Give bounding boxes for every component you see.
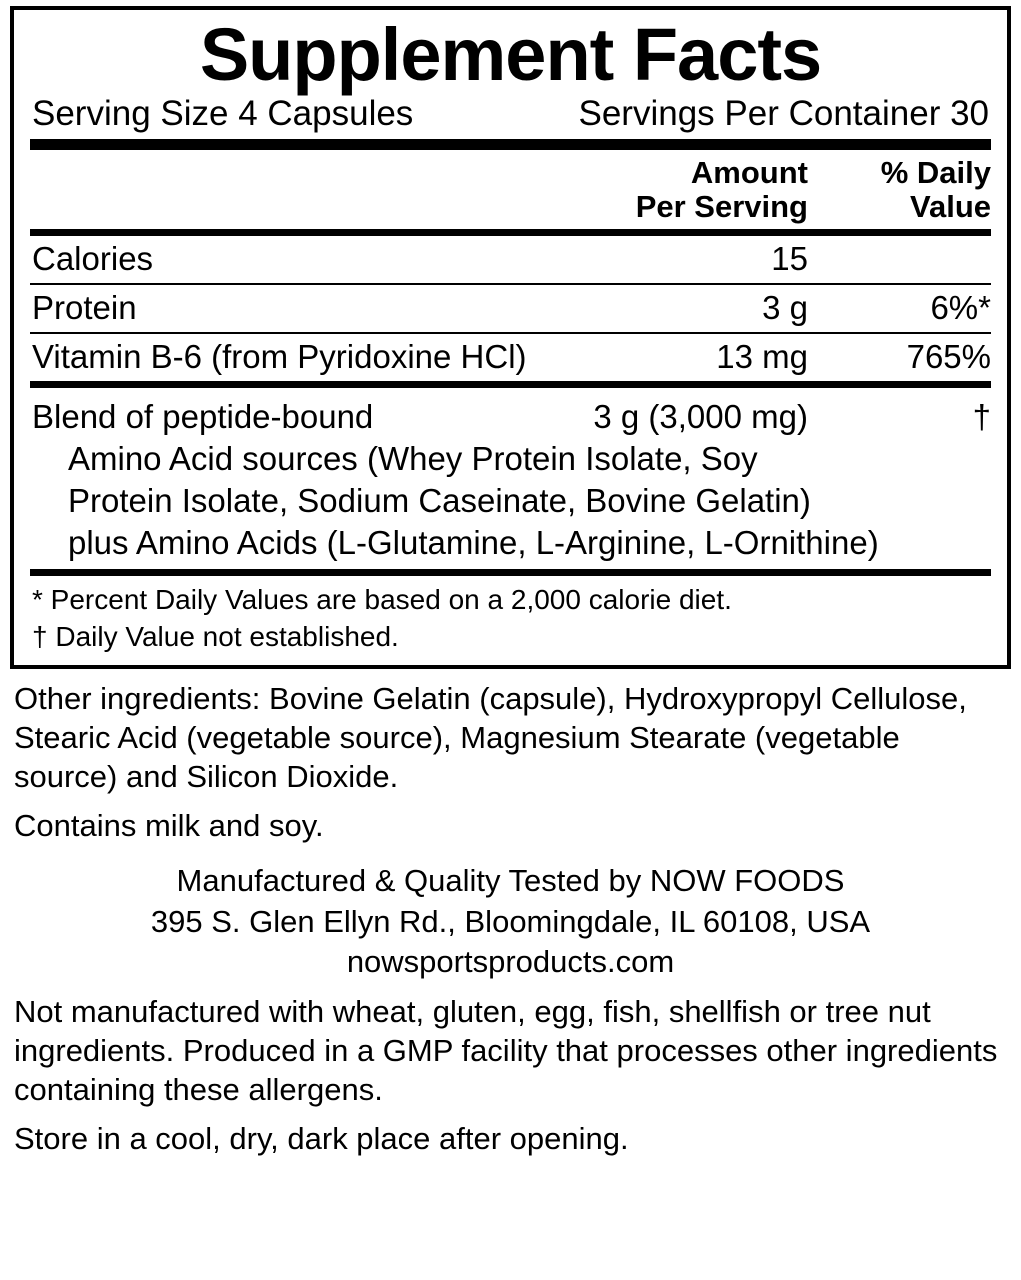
footnote-percent-daily-value: * Percent Daily Values are based on a 2,000 calorie diet. — [32, 584, 732, 616]
panel-title: Supplement Facts — [199, 13, 822, 96]
nutrient-name: Protein — [32, 288, 137, 326]
blend-line-2: Amino Acid sources (Whey Protein Isolate, Soy — [68, 439, 758, 477]
blend-amount: 3 g (3,000 mg) — [593, 397, 808, 435]
blend-name: Blend of peptide-bound — [32, 397, 374, 435]
divider-under-headers — [30, 229, 991, 236]
label-body-text — [10, 679, 1011, 1158]
daily-value-header — [816, 156, 991, 223]
serving-info-row — [30, 96, 991, 139]
divider-above-blend — [30, 381, 991, 388]
amount-header-line1: Amount — [690, 155, 808, 191]
table-row — [30, 236, 991, 283]
manufacturer-website: nowsportsproducts.com — [346, 944, 675, 980]
manufacturer-block — [14, 861, 1007, 982]
nutrient-name: Vitamin B-6 (from Pyridoxine HCl) — [32, 337, 527, 375]
blend-daily-value: † — [972, 397, 991, 435]
supplement-facts-panel — [10, 6, 1011, 669]
amount-header-line2: Per Serving — [635, 188, 808, 224]
servings-per-container: Servings Per Container 30 — [578, 94, 989, 134]
divider-above-footnotes — [30, 569, 991, 576]
blend-line-4: plus Amino Acids (L-Glutamine, L-Arginine, L-Ornithine) — [68, 523, 879, 561]
divider-thick-top — [30, 139, 991, 150]
nutrient-amount: 15 — [771, 239, 808, 277]
dv-header-line1: % Daily — [880, 155, 991, 191]
nutrient-name: Calories — [32, 239, 154, 277]
nutrient-daily-value: 765% — [906, 337, 991, 375]
amount-per-serving-header — [543, 156, 816, 223]
manufacturer-address: 395 S. Glen Ellyn Rd., Bloomingdale, IL 60108, USA — [150, 903, 871, 939]
proprietary-blend-row — [30, 388, 991, 570]
storage-instructions: Store in a cool, dry, dark place after opening. — [14, 1121, 629, 1157]
dv-header-line2: Value — [910, 188, 991, 224]
nutrient-amount: 3 g — [762, 288, 808, 326]
blend-line-3: Protein Isolate, Sodium Caseinate, Bovine Gelatin) — [68, 481, 811, 519]
serving-size: Serving Size 4 Capsules — [32, 94, 414, 134]
table-row — [30, 334, 991, 381]
other-ingredients-text: Other ingredients: Bovine Gelatin (capsule), Hydroxypropyl Cellulose, Stearic Acid (vegetable source), Magnesium Stearate (vegetable source) and Silicon Dioxide. — [14, 681, 967, 795]
manufacturer-line-1: Manufactured & Quality Tested by NOW FOODS — [176, 863, 845, 899]
allergen-facility-statement: Not manufactured with wheat, gluten, egg, fish, shellfish or tree nut ingredients. Produced in a GMP facility that processes other ingredients containing these allergens. — [14, 994, 998, 1108]
footnote-dagger: † Daily Value not established. — [32, 620, 399, 652]
footnotes — [30, 576, 991, 655]
table-row — [30, 285, 991, 332]
nutrient-amount: 13 mg — [716, 337, 808, 375]
contains-allergens-text: Contains milk and soy. — [14, 808, 324, 844]
nutrient-daily-value: 6%* — [930, 288, 991, 326]
column-headers — [30, 150, 991, 229]
